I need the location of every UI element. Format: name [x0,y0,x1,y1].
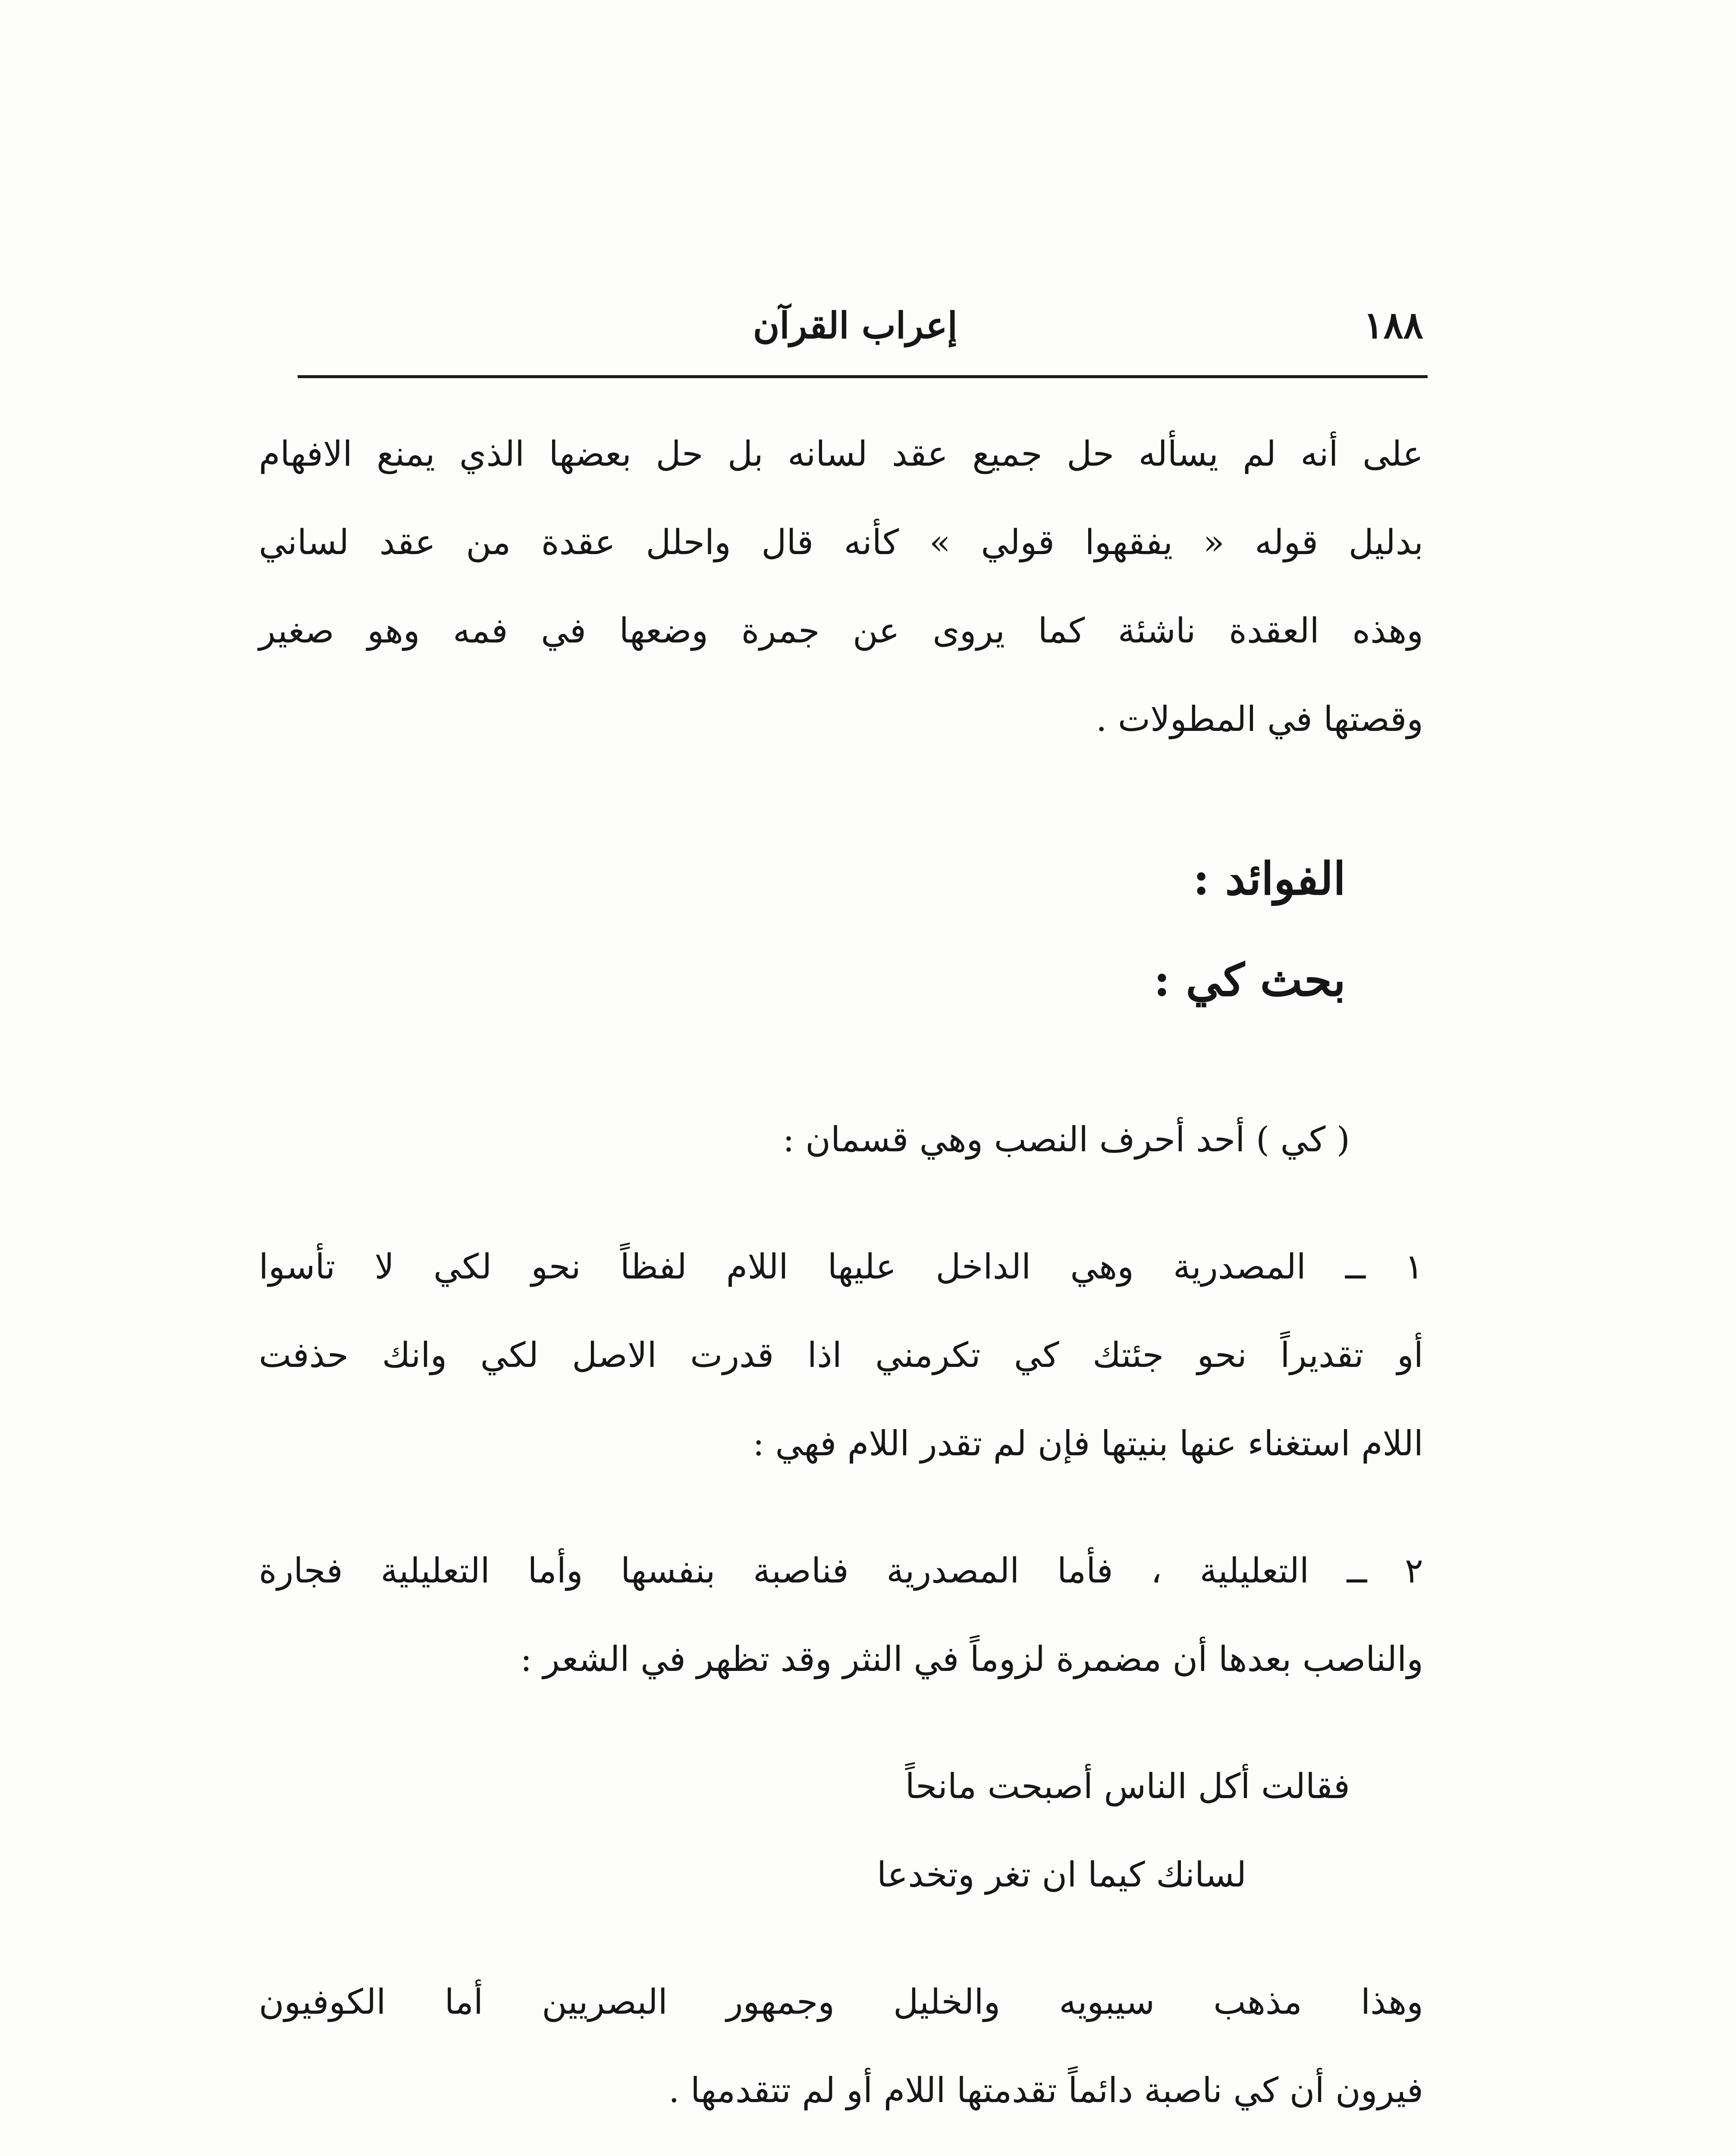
item-masdariyya [259,1222,1423,1488]
text-line: وهذا مذهب سيبويه والخليل وجمهور البصريين أما الكوفيون [259,1982,1423,2022]
text-line: ٢ ــ التعليلية ، فأما المصدرية فناصبة بنفسها وأما التعليلية فجارة [259,1551,1423,1591]
verse-line: فقالت أكل الناس أصبحت مانحاً [905,1766,1350,1806]
text-line: فيرون أن كي ناصبة دائماً تقدمتها اللام أو لم تتقدمها . [669,2070,1423,2110]
header-rule [298,375,1428,378]
text-line: اللام استغناء عنها بنيتها فإن لم تقدر اللام فهي : [753,1423,1423,1463]
paragraph-madhhab [259,1958,1423,2134]
text-line: أو تقديراً نحو جئتك كي تكرمني اذا قدرت الاصل لكي وانك حذفت [259,1335,1423,1375]
text-line: وهذه العقدة ناشئة كما يروى عن جمرة وضعها في فمه وهو صغير [259,611,1423,651]
item-taliliyya [259,1526,1423,1703]
intro-line: ( كي ) أحد أحرف النصب وهي قسمان : [782,1119,1350,1159]
text-line: ١ ــ المصدرية وهي الداخل عليها اللام لفظاً نحو لكي لا تأسوا [259,1247,1423,1287]
page-body [259,410,1423,2156]
paragraph-lisan [259,410,1423,763]
page-header [298,298,1423,354]
page-number: ١٨٨ [1363,304,1423,347]
text-line: على أنه لم يسأله حل جميع عقد لسانه بل حل بعضها الذي يمنع الافهام [259,434,1423,474]
text-line: بدليل قوله « يفقهوا قولي » كأنه قال واحلل عقدة من عقد لساني [259,522,1423,562]
verse-line: لسانك كيما ان تغر وتخدعا [877,1855,1246,1895]
poetry-verse [259,1742,1423,1919]
text-line: وقصتها في المطولات . [1096,699,1423,739]
text-line: والناصب بعدها أن مضمرة لزوماً في النثر وقد تظهر في الشعر : [520,1639,1423,1679]
book-title: إعراب القرآن [753,304,957,347]
section-heading-benefits: الفوائد : [1193,852,1346,905]
section-heading-kay: بحث كي : [1153,953,1346,1006]
